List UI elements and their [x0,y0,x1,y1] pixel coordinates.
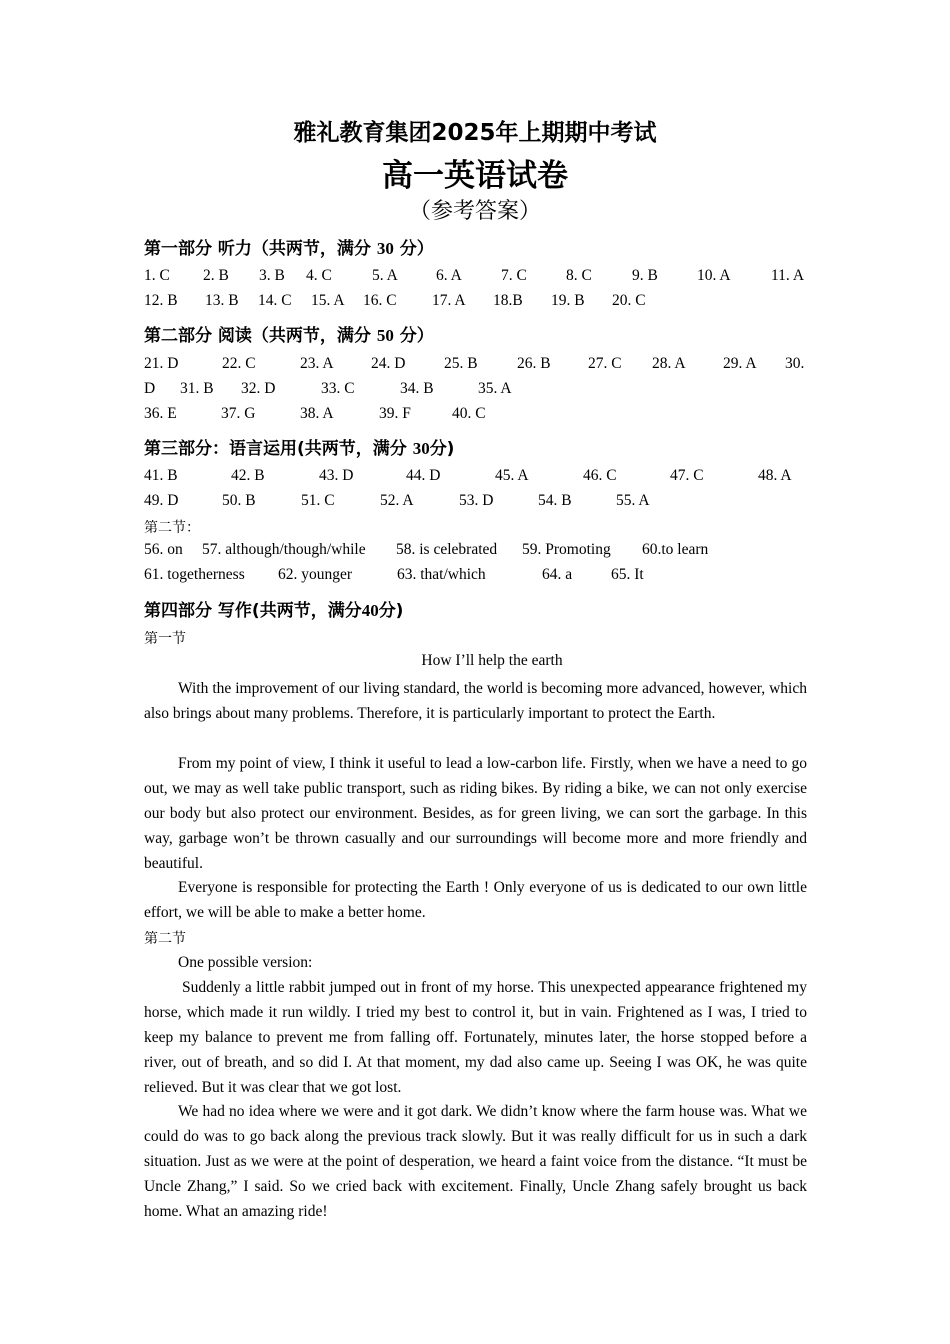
answer-item: 1. C [144,267,170,284]
essay-paragraph: From my point of view, I think it useful to lead a low-carbon life. Firstly, when we have a need to go out, we may as well take public transport, such as riding bikes. By riding a bike, we can not only exercise our body but also protect our environment. Besides, as for green living, we can sort the garbage. In this way, garbage won’t be thrown casually and our surroundings will become more and more friendly and beautiful. [144,755,807,872]
answer-item: 18.B [493,292,523,309]
answer-item: 47. C [670,467,704,484]
answer-item: 51. C [301,492,335,509]
answer-item: 5. A [372,267,398,284]
part4-section1-label: 第一节 [144,631,186,647]
answer-item: 42. B [231,467,265,484]
answer-item: 45. A [495,467,529,484]
answer-item: 26. B [517,355,551,372]
answer-item: 35. A [478,380,512,397]
answer-item: 38. A [300,405,334,422]
answer-item: 9. B [632,267,658,284]
answer-item: 7. C [501,267,527,284]
answer-item: 4. C [306,267,332,284]
answer-item: 3. B [259,267,285,284]
answer-item: 65. It [611,566,644,583]
answer-key-subtitle: （参考答案） [408,199,541,224]
essay-paragraph: Everyone is responsible for protecting the Earth ! Only everyone of us is dedicated to our own little effort, we will be able to make a better home. [144,879,807,921]
story-paragraph: We had no idea where we were and it got dark. We didn’t know where the farm house was. What we could do was to go back along the previous track slowly. But it was really difficult for us in such a dark situation. Just as we were at the point of desperation, we heard a faint voice from the distance. “It must be Uncle Zhang,” I said. So we cried back with excitement. Finally, Uncle Zhang safely brought us back home. What an amazing ride! [144,1103,807,1220]
answer-item: 21. D [144,355,179,372]
answer-item: 12. B [144,292,178,309]
answer-item: 63. that/which [397,566,486,583]
answer-item: 23. A [300,355,334,372]
exam-title: 雅礼教育集团2025年上期期中考试 [293,120,657,146]
part4-heading: 第四部分 写作(共两节，满分40分) [144,601,404,621]
answer-item: 41. B [144,467,178,484]
answer-item: 13. B [205,292,239,309]
answer-item: 53. D [459,492,494,509]
answer-item: 57. although/though/while [202,541,366,558]
answer-item: 46. C [583,467,617,484]
answer-item: 48. A [758,467,792,484]
essay-title: How I’ll help the earth [421,652,563,669]
part1-heading: 第一部分 听力（共两节，满分 30 分） [144,239,434,259]
answer-item: 59. Promoting [522,541,611,558]
answer-item: 37. G [221,405,256,422]
part2-heading: 第二部分 阅读（共两节，满分 50 分） [144,326,434,346]
answer-item: 17. A [432,292,466,309]
answer-item: 20. C [612,292,646,309]
answer-item: 44. D [406,467,441,484]
answer-item: 8. C [566,267,592,284]
answer-item: 60.to learn [642,541,709,558]
answer-item: 34. B [400,380,434,397]
part3-section2-label: 第二节： [144,520,200,536]
answer-item: 61. togetherness [144,566,245,583]
answer-item: 39. F [379,405,411,422]
answer-item: 10. A [697,267,731,284]
answer-item: D [144,380,156,397]
answer-item: 28. A [652,355,686,372]
answer-item: 22. C [222,355,256,372]
version-label: One possible version: [178,954,313,971]
answer-item: 32. D [241,380,276,397]
answer-item: 43. D [319,467,354,484]
answer-item: 54. B [538,492,572,509]
answer-item: 30. [785,355,805,372]
answer-item: 24. D [371,355,406,372]
answer-item: 58. is celebrated [396,541,498,558]
answer-item: 55. A [616,492,650,509]
answer-item: 2. B [203,267,229,284]
answer-item: 52. A [380,492,414,509]
answer-item: 31. B [180,380,214,397]
answer-item: 16. C [363,292,397,309]
essay-paragraph: With the improvement of our living standard, the world is becoming more advanced, however, which also brings about many problems. Therefore, it is particularly important to protect the Earth. [144,680,807,722]
answer-item: 36. E [144,405,177,422]
answer-item: 50. B [222,492,256,509]
answer-item: 64. a [542,566,573,583]
answer-item: 40. C [452,405,486,422]
story-paragraph: Suddenly a little rabbit jumped out in front of my horse. This unexpected appearance frightened my horse, which made it run wildly. I tried my best to control it, but in vain. Frightened as I was, I tried to keep my balance to prevent me from falling off. Fortunately, minutes later, the horse stopped before a river, out of breath, and so did I. At that moment, my dad also came up. Seeing I was OK, he was quite relieved. But it was clear that we got lost. [144,979,807,1096]
paper-title: 高一英语试卷 [382,158,568,194]
answer-item: 19. B [551,292,585,309]
part4-section2-label: 第二节 [144,931,186,947]
answer-item: 62. younger [278,566,353,583]
answer-item: 14. C [258,292,292,309]
answer-item: 49. D [144,492,179,509]
answer-item: 56. on [144,541,183,558]
part3-heading: 第三部分：语言运用(共两节，满分 30分) [144,439,455,459]
answer-item: 11. A [771,267,805,284]
answer-item: 25. B [444,355,478,372]
answer-item: 29. A [723,355,757,372]
answer-item: 27. C [588,355,622,372]
answer-item: 33. C [321,380,355,397]
answer-item: 15. A [311,292,345,309]
answer-item: 6. A [436,267,462,284]
